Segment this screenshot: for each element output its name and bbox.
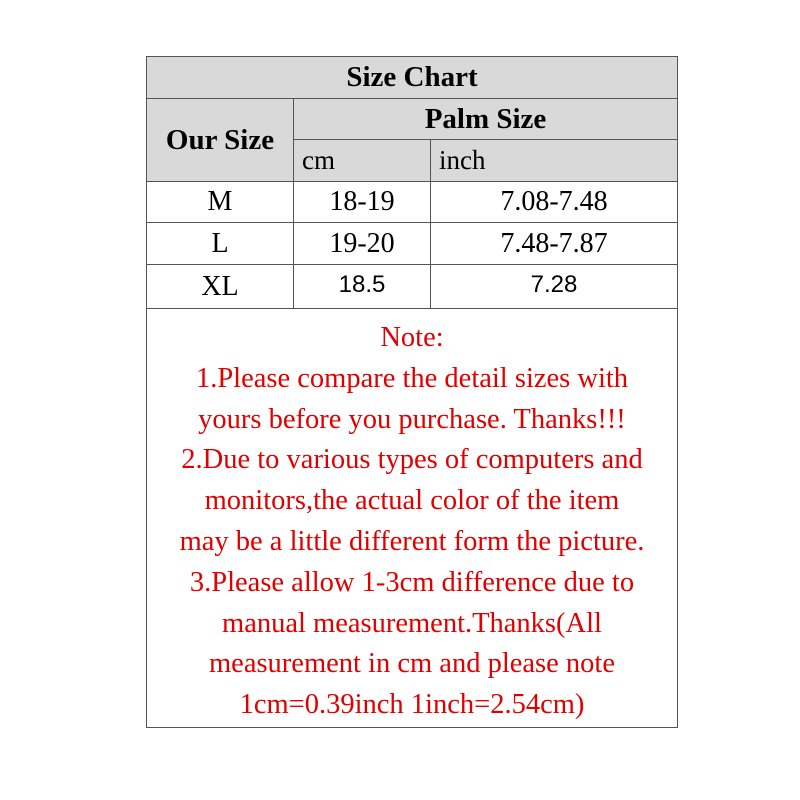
cm-cell-m: 18-19 xyxy=(294,182,430,222)
note-line: Note: xyxy=(380,322,444,353)
cm-subheader: cm xyxy=(294,140,430,181)
inch-cell-xl: 7.28 xyxy=(431,265,677,305)
size-chart-title: Size Chart xyxy=(147,57,677,98)
note-line: yours before you purchase. Thanks!!! xyxy=(198,403,626,435)
inch-subheader: inch xyxy=(431,140,677,181)
inch-cell-l: 7.48-7.87 xyxy=(431,223,677,264)
note-line: may be a little different form the picture. xyxy=(179,525,645,557)
size-cell-l: L xyxy=(147,223,293,264)
note-line: 3.Please allow 1-3cm difference due to xyxy=(189,566,635,598)
size-chart-table xyxy=(146,56,678,728)
size-note xyxy=(147,309,677,727)
cm-cell-xl: 18.5 xyxy=(294,265,430,305)
size-cell-xl: XL xyxy=(147,265,293,309)
cm-cell-l: 19-20 xyxy=(294,223,430,264)
palm-size-header: Palm Size xyxy=(294,99,677,139)
our-size-header: Our Size xyxy=(147,99,293,181)
note-line: 1cm=0.39inch 1inch=2.54cm) xyxy=(239,689,585,721)
note-line: measurement in cm and please note xyxy=(209,648,615,680)
note-line: 1.Please compare the detail sizes with xyxy=(195,362,629,394)
note-line: manual measurement.Thanks(All xyxy=(222,607,602,639)
size-cell-m: M xyxy=(147,182,293,222)
note-line: monitors,the actual color of the item xyxy=(204,485,620,517)
inch-cell-m: 7.08-7.48 xyxy=(431,182,677,222)
note-line: 2.Due to various types of computers and xyxy=(181,444,643,476)
